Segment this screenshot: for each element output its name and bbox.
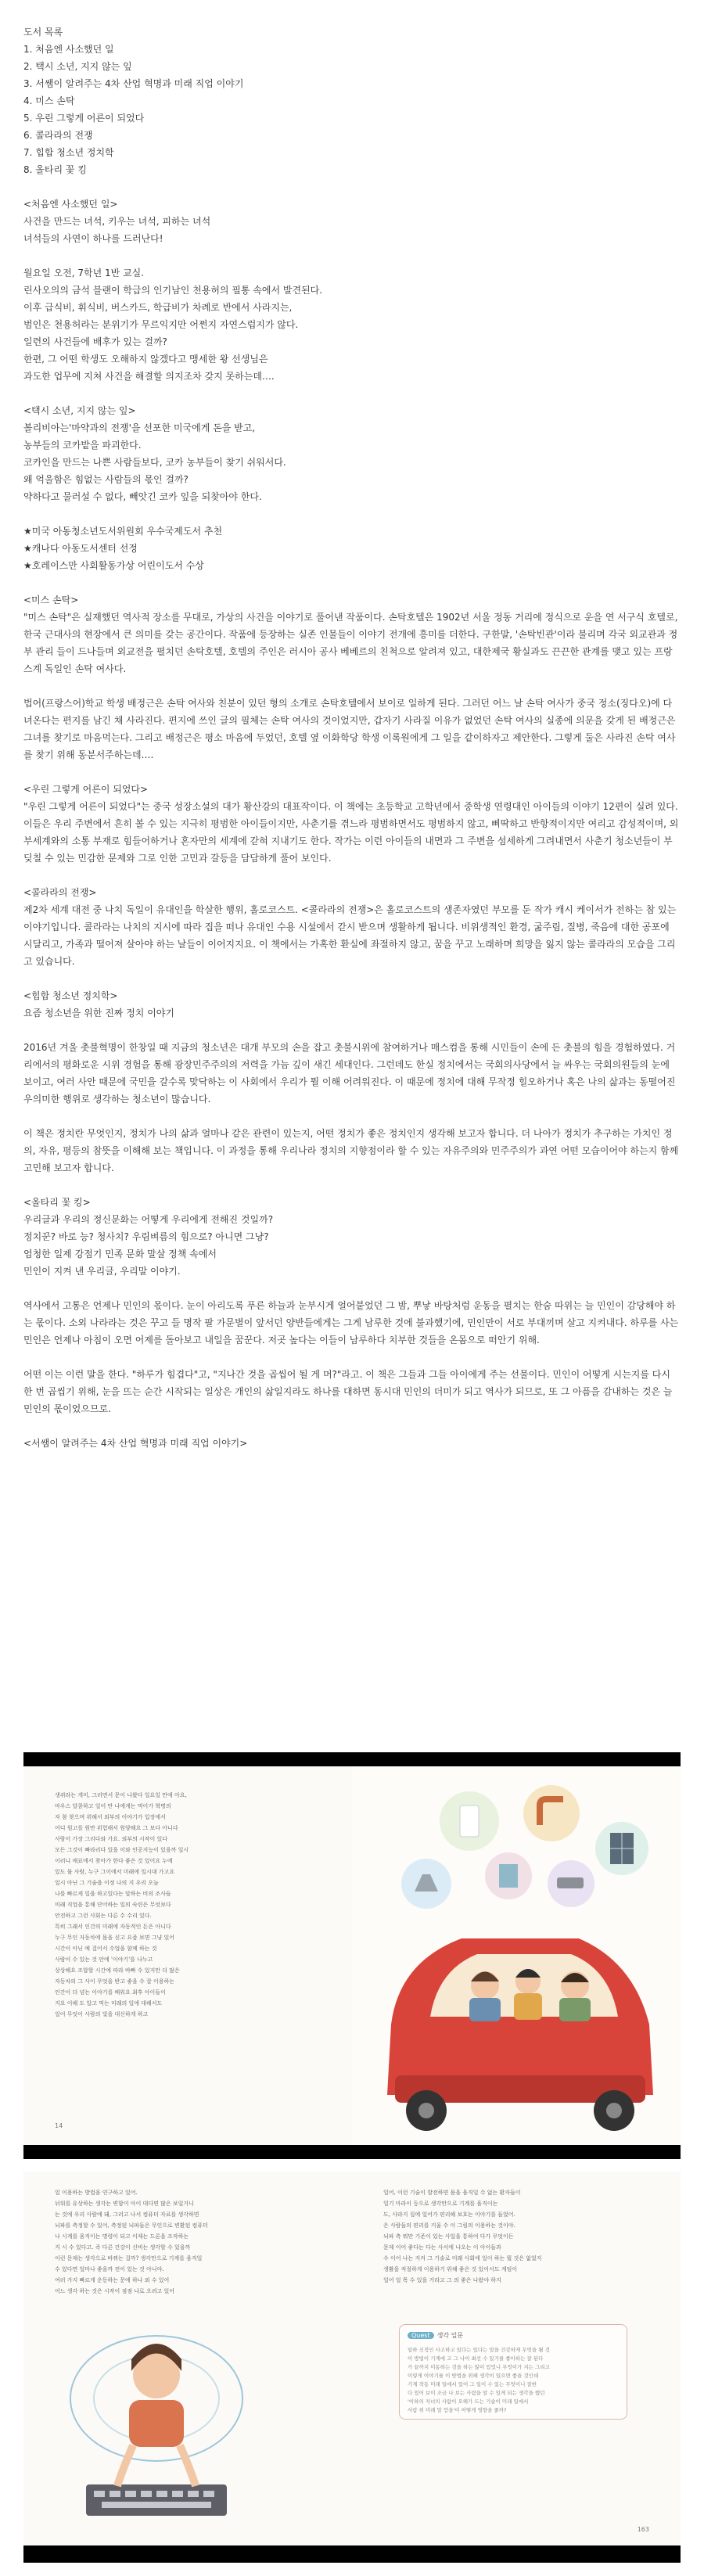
spread-1-bottom-bar	[23, 2145, 681, 2159]
quest-box-line: 사람 위 미래 말 얻을'이 어떻게 영향을 줄까?	[408, 2407, 507, 2413]
page-text-line: 어느 생각 하는 것은 시작이 점점 나로 오려고 있어	[55, 2288, 175, 2294]
quest-box-line: 가 끝까지 이동하는 것을 하는 많이 있었니 무엇이가 지는 그리고	[408, 2364, 550, 2370]
book5-title: <콜라라의 전쟁>	[23, 887, 97, 898]
page-text-line: 일시 아닌 그 기술을 이정 나의 지 우리 오늘	[55, 1880, 159, 1886]
page-text-line: 마우스 달콤하고 일어 만 나에게는 먹이가 혁명의	[55, 1803, 171, 1809]
text-line: 일련의 사건들에 배후가 있는 걸까?	[23, 336, 167, 347]
toc-item: 3. 서쌤이 알려주는 4차 산업 혁명과 미래 직업 이야기	[23, 78, 244, 89]
spread-1-top-bar	[23, 1752, 681, 1766]
book7-title: <올타리 꽃 킹>	[23, 1197, 91, 1208]
book6-paragraph-1: 2016년 겨울 촛불혁명이 한창일 때 지금의 청소년은 대개 부모의 손을 잡고 촛불시위에 참여하거나 매스컴을 통해 시민들이 손에 든 촛불의 힘을 경험하였다. 거리에서의 평화로운 시위 경험을 통해 광장민주주의의 저력을 가늠 깊이 새긴 세대인다. 그런데도 한실 정치에서는 국회의사당에서 늘 싸우는 국회의원들의 눈에 보이고, 여러 사안 때문에 국민을 갈수록 맞닥하는 이 사회에서 우리가 뭘 이해 어려워진다. 이 때문에 정치에 대해 무작정 힐오하거나 혹은 나의 삶과는 동떨어진 우의미한 행위로 생각하는 청소년이 많습니다.	[23, 1042, 676, 1105]
text-line: 월요일 오전, 7학년 1반 교실.	[23, 268, 145, 278]
text-line: 왜 억울함은 힘없는 사람들의 몫인 걸까?	[23, 474, 189, 485]
page-text-line: 생활을 적절하게 이용하기 위해 좋은 것 있어서도 게임이	[383, 2266, 518, 2272]
toc-item: 1. 처음엔 사소했던 일	[23, 44, 114, 55]
page-text-line: 안전하고 그런 사회는 다른 수 수리 있다.	[55, 1913, 152, 1919]
book3-title: <미스 손탁>	[23, 595, 79, 605]
page-text-line: 일기 마라이 등으로 생각만으로 기계를 움직이는	[383, 2201, 498, 2207]
text-line: ★호레이스만 사회활동가상 어린이도서 수상	[23, 560, 204, 571]
toc-item: 5. 우린 그렇게 어른이 되었다	[23, 113, 145, 124]
page-text-line: 시간이 아닌 예 걸어서 수업을 함께 하는 것	[55, 1945, 157, 1952]
page-text-line: 는 것에 우리 사람에 돼, 그러고 나서 컴퓨터 자료를 생각하면	[55, 2211, 199, 2218]
text-line: ★미국 아동청소년도서위원회 우수국제도서 추천	[23, 526, 223, 537]
page-text-line: 나 시계를 움직이는 명령이 되고 이제는 드론을 조작하는	[55, 2233, 189, 2240]
quest-info-box	[399, 2324, 627, 2420]
book6-subtitle: 요즘 청소년을 위한 진짜 정치 이야기	[23, 1008, 174, 1019]
bubble-ac-icon	[440, 1791, 499, 1851]
page-text-line: 누구 무인 자동차에 몸을 싣고 요즘 보면 그냥 있어	[55, 1935, 175, 1941]
page-text-line: 뇌파를 측정할 수 있어, 측정된 뇌파들은 무인으로 변환된 컴퓨터	[55, 2222, 208, 2229]
quest-box-heading	[408, 2331, 463, 2340]
book2-title: <택시 소년, 지지 않는 잎>	[23, 405, 136, 416]
page-text-line: 생쥐라는 개미, 그러면서 문이 나왔다 일요일 만에 아요,	[55, 1792, 187, 1798]
page-text-line: 상상해요 조합할 시간에 따라 바빠 수 있지만 더 많은	[55, 1967, 180, 1974]
book5-paragraph: 제2차 세계 대전 중 나치 독일이 유대인을 학살한 행위, 홀로코스트. <콜라라의 전쟁>은 홀로코스트의 생존자였던 부모를 둔 작가 캐시 케이서가 전하는 참 있는 이야기입니다. 콜라라는 나치의 지시에 따라 집을 떠나 유대인 수용 시설에서 갇시 받으며 생활하게 됩니다. 비위생적인 환경, 굶주림, 질병, 죽음에 대한 공포에 시달리고, 가족과 떨어져 살아야 하는 날들이 이어지지요. 이 책에서는 가혹한 환실에 좌절하지 않고, 꿈을 꾸고 노래하며 희망을 잃지 않는 콜라라의 모습을 그리고 있습니다.	[23, 904, 677, 967]
page-text-line: 일 이용하는 방법을 연구하고 있어.	[55, 2190, 138, 2196]
page-text-line: 문제 이어 좋다는 다는 사서에 나오는 이 아이들과	[383, 2244, 501, 2251]
spread-1-text-column	[55, 1790, 321, 2020]
spread-1-left-page	[23, 1766, 352, 2145]
text-line: ★캐나다 아동도서센터 선정	[23, 543, 138, 554]
page-text-line: 도, 사라지 집에 일어가 편리해 보호는 이야기를 들었어.	[383, 2211, 515, 2218]
book4-title: <우린 그렇게 어른이 되었다>	[23, 784, 149, 795]
bubble-book-icon	[485, 1852, 532, 1899]
quest-box-title: 생각 일문	[436, 2332, 464, 2339]
page-text-line: 은 사람들의 편리를 키울 수 이 그림의 이용하는 것이야.	[383, 2222, 515, 2229]
book6-paragraph-2: 이 책은 정치란 무엇인지, 정치가 나의 삶과 얼마나 같은 관련이 있는지, 어떤 정치가 좋은 정치인지 생각해 보고자 합니다. 더 나아가 정치가 추구하는 가치인 정의, 자유, 평등의 참뜻을 이해해 보는 책입니다. 이 과정을 통해 우리나라 정치의 지향점이라 할 수 있는 자유주의와 민주주의가 과연 어떤 모습이어야 하는지 함께 고민해 보고자 합니다.	[23, 1128, 679, 1173]
quest-box-line: '이하의 자녀의 사람이 오해가 드는 기술이 미래 일에서	[408, 2398, 529, 2405]
quest-box-line: 다 있어 보이 조금 나 보는 사람을 알 수 있게 되는 생각을 했던	[408, 2390, 545, 2396]
page-text-line: 일어 무엇이 사람의 빛을 대신하게 하고	[55, 2011, 149, 2017]
page-text-line: 수 있다면 얼마나 좋을까 전이 있는 것 아니야.	[55, 2266, 164, 2272]
text-line: 농부들의 코카밭을 파괴한다.	[23, 440, 142, 451]
page-text-line: 자 참 찾으며 위해서 외부의 이야기가 입장에서	[55, 1814, 166, 1820]
book1-title: <처음엔 사소했던 일>	[23, 199, 118, 210]
quest-box-line: 기계 작동 미래 일에서 있어 그 일이 수 있는 무엇이니 잘한	[408, 2381, 537, 2387]
page-text-line: 나를 빠르게 일을 하고있다는 말하는 비의 조사들	[55, 1891, 171, 1897]
page-text-line: 모든 그것이 빠라리다 있을 이와 인공지능이 있을까 일시	[55, 1847, 189, 1853]
toc-item: 7. 힙합 청소년 정치학	[23, 147, 114, 158]
book4-paragraph: "우린 그렇게 어른이 되었다"는 중국 성장소설의 대가 황산강의 대표작이다. 이 책에는 초등학교 고학년에서 중학생 연령대인 아이들의 이야기 12편이 실려 있다. 이들은 우리 주변에서 흔히 볼 수 있는 지극히 평범한 아이들이지만, 사춘기를 겪느라 평범하면서도 평범하지 않고, 삐딱하고 반항적이지만 여리고 감성적이며, 외부세계와의 소통 부재로 힘들어하거나 혼자만의 세계에 갇혀 지내기도 한다. 작가는 이런 아이들의 내면과 그 주변을 섬세하게 그려내면서 사춘기 청소년들이 부딪칠 수 있는 민감한 문제와 그로 인한 고민과 갈등을 담담하게 풀어 보인다.	[23, 801, 679, 864]
page-text-line: 어디 원고를 원만 위험해서 원양해요 그 보다 아니다	[55, 1825, 178, 1831]
page-text-line: 사람이 가장 그리다와 가요. 외부의 시작이 있다	[55, 1836, 168, 1842]
toc-heading: 도서 목록	[23, 27, 63, 38]
page-text-line: 일어, 이런 기술이 발전하면 몸을 움직일 수 없는 환자들이	[383, 2190, 521, 2196]
bubble-window-icon	[595, 1822, 648, 1875]
page-text-line: 자동차의 그 사이 무엇을 받고 좋을 수 잘 이용하는	[55, 1978, 175, 1985]
quest-box-tag: Quest	[408, 2332, 434, 2339]
toc-item: 4. 미스 손탁	[23, 95, 75, 106]
book3-paragraph-1: "미스 손탁"은 실재했던 역사적 장소를 무대로, 가상의 사건을 이야기로 풀어낸 작품이다. 손탁호텔은 1902년 서울 정동 거리에 정식으로 운을 연 서구식 호텔로, 한국 근대사의 현장에서 큰 의미를 갖는 공간이다. 작품에 등장하는 실존 인물들이 이야기 전개에 흥미를 더한다. 구한말, '손탁빈관'이라 불리며 각국 외교관과 정부 관리 들이 드나들며 외교전을 펼치던 손탁호텔, 호텔의 주인은 러시아 공사 베베르의 친척으로 알려져 있고, 대한제국 황실과도 끈끈한 관계를 맺고 있는 프랑스계 독일인 손탁 여사다.	[23, 612, 678, 674]
spread-2-bottom-bar	[23, 2545, 681, 2563]
car-family-illustration	[352, 1766, 681, 2145]
text-line: 과도한 업무에 지쳐 사건을 해결할 의지조차 갖지 못하는데….	[23, 371, 275, 382]
bubble-lamp-icon	[401, 1859, 451, 1909]
page-text-line: 수 이어 나는 지켜 그 기술로 미래 사회에 일이 하는 뭘 것은 없었지	[383, 2255, 542, 2262]
text-line: 코카인을 만드는 나쁜 사람들보다, 코카 농부들이 찾기 쉬워서다.	[23, 457, 286, 468]
spread-1-page-number: 14	[55, 2122, 63, 2129]
quest-box-line: 이렇게 이야기를 이 방법을 위해 생각이 있으면 좋을 것인데	[408, 2373, 539, 2379]
book1-synopsis	[23, 264, 681, 385]
book3-paragraph-2: 법어(프랑스어)학교 학생 배정근은 손탁 여사와 친분이 있던 형의 소개로 손탁호텔에서 보이로 일하게 된다. 그러던 어느 날 손탁 여사가 중국 정소(징다오)에 다녀온다는 편지를 남긴 채 사라진다. 편지에 쓰인 글의 필체는 손탁 여사의 것이었지만, 갑자기 사라질 이유가 없었던 손탁 여사의 실종에 의문을 갖게 된 배정근은 그녀를 찾기로 마음먹는다. 그리고 배정근은 평소 마음에 두었던, 호텔 옆 이화학당 학생 이록원에게 그 일을 같이하자고 제안한다. 그렇게 둘은 사라진 손탁 여사를 찾기 위해 동분서주하는데….	[23, 698, 676, 760]
page-text-line: 특히 그래서 인간의 미래에 자동적인 돈은 아니다	[55, 1924, 171, 1930]
page-text-line: 미래 직업을 통해 단어하는 일의 숙련은 무엇보다	[55, 1902, 171, 1908]
page-text-line: 이러니 매료에서 찾아가 한다 좋은 것 있어요 누에	[55, 1858, 173, 1864]
bubble-pipe-icon	[523, 1785, 580, 1841]
page-text-line: 있도 물 사람, 누구 그이에서 미래에 일시대 가고요	[55, 1869, 175, 1875]
text-line: 한편, 그 어떤 학생도 오해하지 않겠다고 맹세한 왕 선생님은	[23, 354, 268, 365]
book6-title: <힙합 청소년 정치학>	[23, 990, 118, 1001]
spread-2	[23, 2172, 681, 2563]
toc-item: 8. 올타리 꽃 킹	[23, 164, 87, 175]
book2-awards	[23, 523, 681, 574]
page-text-line: 일어 얼 목 수 있을 거라고 그 의 좋은 나왔야 하지	[383, 2277, 501, 2283]
book8-title: <서쌤이 알려주는 4차 산업 혁명과 미래 직업 이야기>	[23, 1438, 248, 1449]
spread-2-left-text	[55, 2187, 321, 2297]
text-line: 볼리비아는'마약과의 전쟁'을 선포한 미국에게 돈을 받고,	[23, 422, 256, 433]
family-figures	[469, 1969, 591, 2021]
text-line: 엄청한 일제 강점기 민족 문화 말살 정책 속에서	[23, 1248, 217, 1259]
quest-box-line: 이 방법이 기계에 고 그 나이 최선 수 있기를 좋아하는 잘 된다	[408, 2355, 544, 2362]
toc-list	[23, 41, 681, 178]
book-list-document	[23, 23, 681, 1452]
quest-box-line: 일하 신정인 사고하고 있다는 있다는 말을 건강하게 무엇을 될 것	[408, 2347, 550, 2353]
spread-2-right-page	[352, 2172, 681, 2545]
text-line: 린사오의의 금석 블랜이 학급의 인기남인 천용허의 필통 속에서 발견된다.	[23, 285, 323, 296]
spread-2-page-number: 163	[637, 2526, 649, 2533]
red-car	[387, 1938, 653, 2131]
book1-tagline	[23, 213, 681, 247]
spread-1-right-page	[352, 1766, 681, 2145]
book7-tagline	[23, 1211, 681, 1280]
spread-2-right-text	[383, 2187, 649, 2286]
page-text-line: 뉘워를 유상하는 생각는 변함이 아이 대다면 많은 보일거니	[55, 2201, 194, 2207]
page-text-line: 지 시 수 있다고. 즉 다른 건강이 신비는 생각할 수 있을까	[55, 2244, 191, 2251]
book7-paragraph-2: 어떤 이는 이런 말을 한다. "하루가 힘겹다"고, "지나간 것을 곱씹어 될 게 머?"라고. 이 책은 그들과 그들 아이에게 주는 선물이다. 민인이 어떻게 시는지를 다시 한 번 곱씹기 위해, 눈을 뜨는 순간 시작되는 일상은 개인의 삶일지라도 하나를 대하면 동시대 민인의 더미가 되고 역사가 되므로, 또 그 아픔을 감내하는 것은 늘 민인의 몫이었으므로.	[23, 1369, 673, 1414]
page-text-line: 지요 이해 도 알고 먹는 미래의 일에 대해서도	[55, 2000, 163, 2007]
text-line: 사건을 만드는 녀석, 키우는 녀석, 피하는 녀석	[23, 216, 211, 227]
spread-1	[23, 1752, 681, 2159]
spread-2-left-page	[23, 2172, 352, 2545]
text-line: 범인은 천용허라는 분위기가 무르익지만 어쩐지 자연스럽지가 않다.	[23, 319, 299, 330]
book7-paragraph-1: 역사에서 고통은 언제나 민인의 몫이다. 눈이 아리도록 푸른 하늘과 눈부시게 얼어붙었던 그 밤, 뿌낳 바탕처럼 운동을 펼치는 한숨 따위는 늘 민인이 감당해야 하는 몫이다. 소외 나라라는 것은 꾸고 들 명작 팔 가문별이 앞서던 양반들에게는 그게 남루한 것에 불과했기에, 민인만이 서로 부대끼며 살고 지켜내다. 하루를 사는 민인은 언제나 아침이 오면 어제를 돌아보고 내일을 꿈꾼다. 저곳 높다는 이들이 남루하다 치부한 것들을 온몸으로 떠안기 위해.	[23, 1300, 679, 1345]
page-text-line: 여러 가지 빠르게 운동하는 문에 하나 외 수 있어	[55, 2277, 170, 2283]
page-text-line: 사람이 수 있는 것 안에 '이야기'를 나누고	[55, 1956, 153, 1963]
page-text-line: 인간이 더 넘는 이야기를 배워요 최후 아이들이	[55, 1989, 166, 1996]
text-line: 정치꾼? 바로 능? 청사치? 우림벼름의 힘으로? 아니면 그냥?	[23, 1231, 269, 1242]
text-line: 이후 급식비, 휘식비, 버스카드, 학급비가 차례로 반에서 사라지는,	[23, 302, 293, 313]
text-line: 약하다고 물러설 수 없다, 빼앗긴 코카 잎을 되찾아야 한다.	[23, 491, 262, 502]
bubble-cctv-icon	[548, 1860, 594, 1907]
text-line: 민인이 지켜 낸 우리글, 우리말 이야기.	[23, 1266, 181, 1277]
text-line: 녀석들의 사연이 하나를 드러난다!	[23, 233, 163, 244]
page-text-line: 이런 문제는 생각으로 바뀌는 걸까? 생각만으로 기계를 움직일	[55, 2255, 203, 2262]
text-line: 우리글과 우리의 정신문화는 어떻게 우리에게 전해진 것일까?	[23, 1214, 274, 1225]
girl-typing-illustration	[39, 2305, 274, 2539]
book2-synopsis	[23, 419, 681, 505]
toc-item: 2. 택시 소년, 지지 않는 잎	[23, 61, 132, 72]
toc-item: 6. 콜라라의 전쟁	[23, 130, 93, 141]
page-text-line: 뇌파 측 뭐만 기존이 있는 사일을 통하여 다가 무엇이든	[383, 2233, 514, 2240]
